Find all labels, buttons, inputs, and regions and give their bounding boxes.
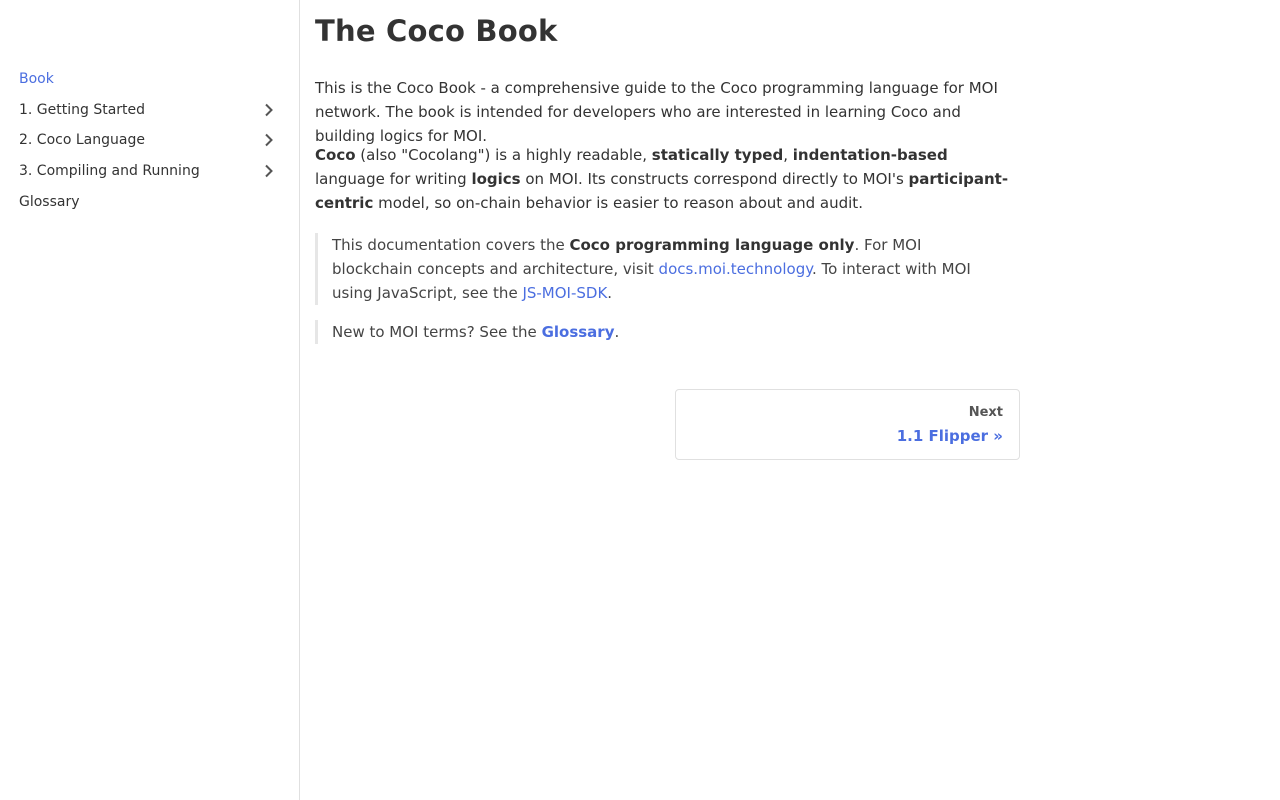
glossary-link[interactable]: Glossary [541,323,615,341]
sidebar-item-compiling-running[interactable] [0,156,299,187]
documentation-note [315,233,1005,305]
logics-term: logics [471,170,521,188]
text-span: on MOI. Its constructs correspond directly to MOI's [520,170,909,188]
sidebar-item-label: 1. Getting Started [19,101,146,118]
intro-paragraph: This is the Coco Book - a comprehensive guide to the Coco programming language for MOI network. The book is intended for developers who are interested in learning Coco and building logics for MOI. [315,79,998,145]
sidebar-item-getting-started[interactable] [0,95,299,126]
next-page-title: 1.1 Flipper » [896,427,1003,445]
statically-typed-term: statically typed [651,146,784,164]
note-bold: Coco programming language only [569,236,855,254]
chevron-right-icon[interactable] [259,130,279,150]
sidebar-list [0,64,299,217]
text-span: model, so on-chain behavior is easier to reason about and audit. [373,194,863,212]
text-span: (also "Cocolang") is a highly readable, [355,146,652,164]
text-span: , [783,146,793,164]
sidebar-item-glossary[interactable] [0,186,299,217]
sidebar-item-coco-language[interactable] [0,125,299,156]
indentation-based-term: indentation-based [792,146,948,164]
chevron-right-icon[interactable] [259,161,279,181]
sidebar-item-label: 3. Compiling and Running [19,163,200,180]
sidebar-item-label: Glossary [19,193,80,210]
text-span: . [607,284,613,302]
text-span: . To interact with MOI using JavaScript, see the [332,260,971,302]
js-moi-sdk-link[interactable]: JS-MOI-SDK [522,284,608,302]
text-span: . [614,323,620,341]
participant-centric-term: participant-centric [315,170,1009,212]
sidebar-item-label: Book [19,71,54,88]
text-span: New to MOI terms? See the [332,323,542,341]
text-span: . For MOI blockchain concepts and architecture, visit [332,236,922,278]
page-title: The Coco Book [315,14,558,48]
text-span: This documentation covers the [332,236,570,254]
next-label: Next [968,405,1003,420]
text-span: language for writing [315,170,472,188]
glossary-note [315,320,1005,344]
sidebar-item-label: 2. Coco Language [19,132,145,149]
next-page-button[interactable] [675,389,1020,460]
chevron-right-icon[interactable] [259,100,279,120]
coco-term: Coco [315,146,356,164]
sidebar-item-book[interactable] [0,64,299,95]
sidebar [0,0,300,800]
description-paragraph [315,143,1015,215]
docs-moi-link[interactable]: docs.moi.technology [658,260,812,278]
